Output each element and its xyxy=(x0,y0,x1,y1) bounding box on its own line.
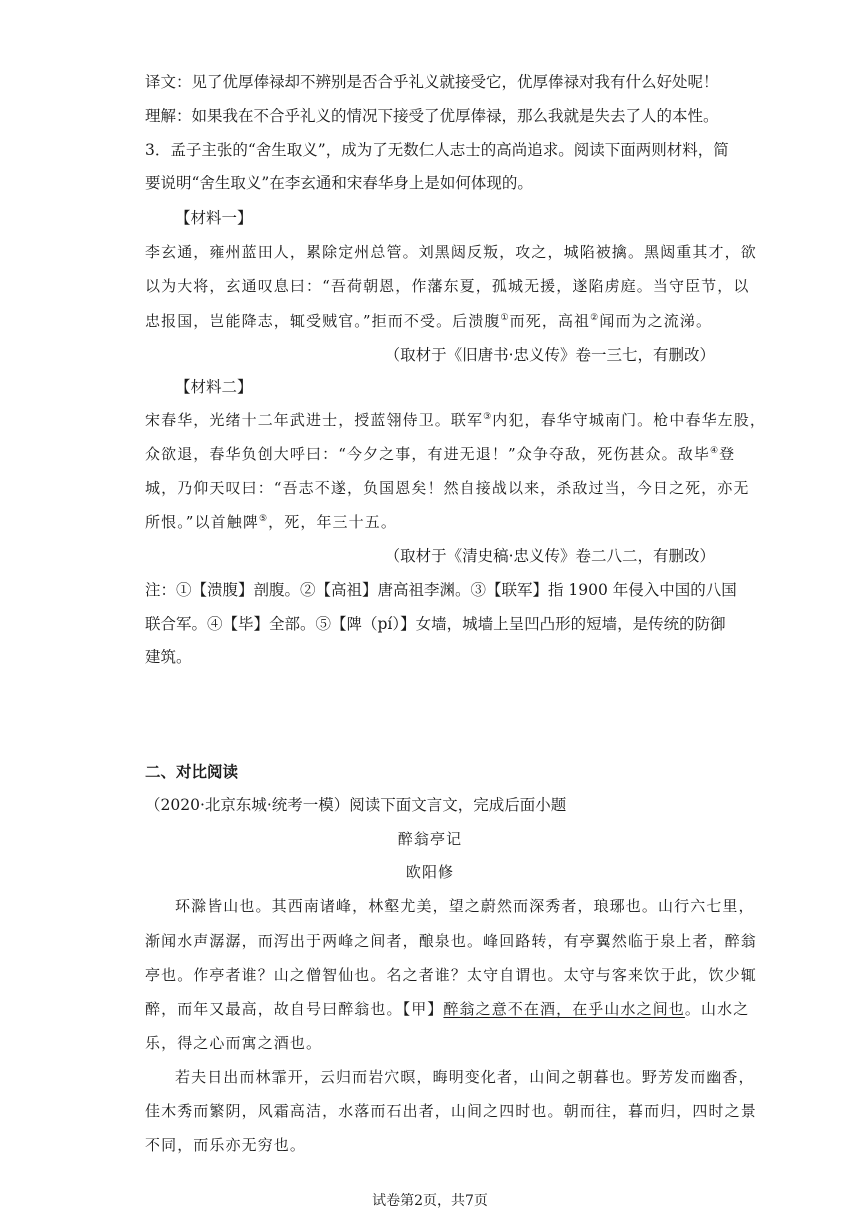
notes-line: 注：①【溃腹】剖腹。②【高祖】唐高祖李渊。③【联军】指 1900 年侵入中国的八国 xyxy=(145,581,737,599)
section-intro: （2020·北京东城·统考一模）阅读下面文言文，完成后面小题 xyxy=(145,796,567,814)
material-2-line xyxy=(145,512,397,532)
essay-line: 环滁皆山也。其西南诸峰，林壑尤美，望之蔚然而深秀者，琅琊也。山行六七里， xyxy=(175,897,755,915)
material-2-source: （取材于《清史稿·忠义传》卷二八二，有删改） xyxy=(384,547,715,565)
text-run: ，死，年三十五。 xyxy=(268,513,397,531)
material-2-heading: 【材料二】 xyxy=(175,378,253,396)
footnote-marker: ③ xyxy=(483,412,493,422)
footnote-marker: ⑤ xyxy=(258,514,269,524)
footnote-marker: ④ xyxy=(709,446,720,456)
essay-line: 不同，而乐亦无穷也。 xyxy=(145,1136,307,1154)
text-run: 忠报国，岂能降志，辄受贼官。”拒而不受。后溃腹 xyxy=(145,312,501,330)
material-1-heading: 【材料一】 xyxy=(175,209,253,227)
text-run: 内犯，春华守城南门。枪中春华左股， xyxy=(492,411,766,429)
text-run: 宋春华，光绪十二年武进士，授蓝翎侍卫。联军 xyxy=(145,411,484,429)
material-2-line: 城，乃仰天叹曰：“吾志不遂，负国恩矣！然自接战以来，杀敌过当，今日之死，亦无 xyxy=(145,479,750,497)
material-1-line xyxy=(145,311,712,331)
essay-line xyxy=(145,999,749,1019)
essay-line: 佳木秀而繁阴，风霜高洁，水落而石出者，山间之四时也。朝而往，暮而归，四时之景 xyxy=(145,1102,757,1120)
page-footer: 试卷第2页，共7页 xyxy=(372,1193,488,1209)
material-1-source: （取材于《旧唐书·忠义传》卷一三七，有删改） xyxy=(384,346,715,364)
text-run: 。山水之 xyxy=(684,1000,750,1018)
understanding-line: 理解：如果我在不合乎礼义的情况下接受了优厚俸禄，那么我就是失去了人的本性。 xyxy=(145,107,719,125)
material-1-line: 李玄通，雍州蓝田人，累除定州总管。刘黑闼反叛，攻之，城陷被擒。黑闼重其才，欲 xyxy=(145,243,757,261)
notes-line: 建筑。 xyxy=(145,648,192,666)
footnote-marker: ① xyxy=(500,313,510,323)
essay-title: 醉翁亭记 xyxy=(397,830,463,848)
footnote-marker: ② xyxy=(590,313,600,323)
section-title: 二、对比阅读 xyxy=(145,762,239,781)
text-run: 登 xyxy=(719,445,736,463)
notes-line: 联合军。④【毕】全部。⑤【陴（pí）】女墙，城墙上呈凹凸形的短墙，是传统的防御 xyxy=(145,615,726,633)
material-2-line xyxy=(145,410,766,430)
question-3-line-1: 3．孟子主张的“舍生取义”，成为了无数仁人志士的高尚追求。阅读下面两则材料，简 xyxy=(145,141,729,159)
text-run: 所恨。”以首触陴 xyxy=(145,513,259,531)
essay-line: 亭也。作亭者谁？山之僧智仙也。名之者谁？太守自谓也。太守与客来饮于此，饮少辄 xyxy=(145,966,757,984)
essay-line: 乐，得之心而寓之酒也。 xyxy=(145,1034,323,1052)
text-run: 众欲退，春华负创大呼曰：“今夕之事，有进无退！”众争夺敌，死伤甚众。敌毕 xyxy=(145,445,710,463)
essay-line: 若夫日出而林霏开，云归而岩穴暝，晦明变化者，山间之朝暮也。野芳发而幽香， xyxy=(175,1068,755,1086)
underlined-sentence-jia: 醉翁之意不在酒，在乎山水之间也 xyxy=(443,1000,685,1018)
text-run: 醉，而年又最高，故自号曰醉翁也。【甲】 xyxy=(145,1000,444,1018)
material-2-line xyxy=(145,444,735,464)
essay-author: 欧阳修 xyxy=(405,863,455,881)
text-run: 而死，高祖 xyxy=(509,312,591,330)
translation-line: 译文：见了优厚俸禄却不辨别是否合乎礼义就接受它，优厚俸禄对我有什么好处呢！ xyxy=(145,73,719,91)
question-3-line-2: 要说明“舍生取义”在李玄通和宋春华身上是如何体现的。 xyxy=(145,174,533,192)
essay-line: 渐闻水声潺潺，而泻出于两峰之间者，酿泉也。峰回路转，有亭翼然临于泉上者，醉翁 xyxy=(145,932,757,950)
text-run: 闻而为之流涕。 xyxy=(599,312,713,330)
material-1-line: 以为大将，玄通叹息曰：“吾荷朝恩，作藩东夏，孤城无援，遂陷虏庭。当守臣节，以 xyxy=(145,277,750,295)
